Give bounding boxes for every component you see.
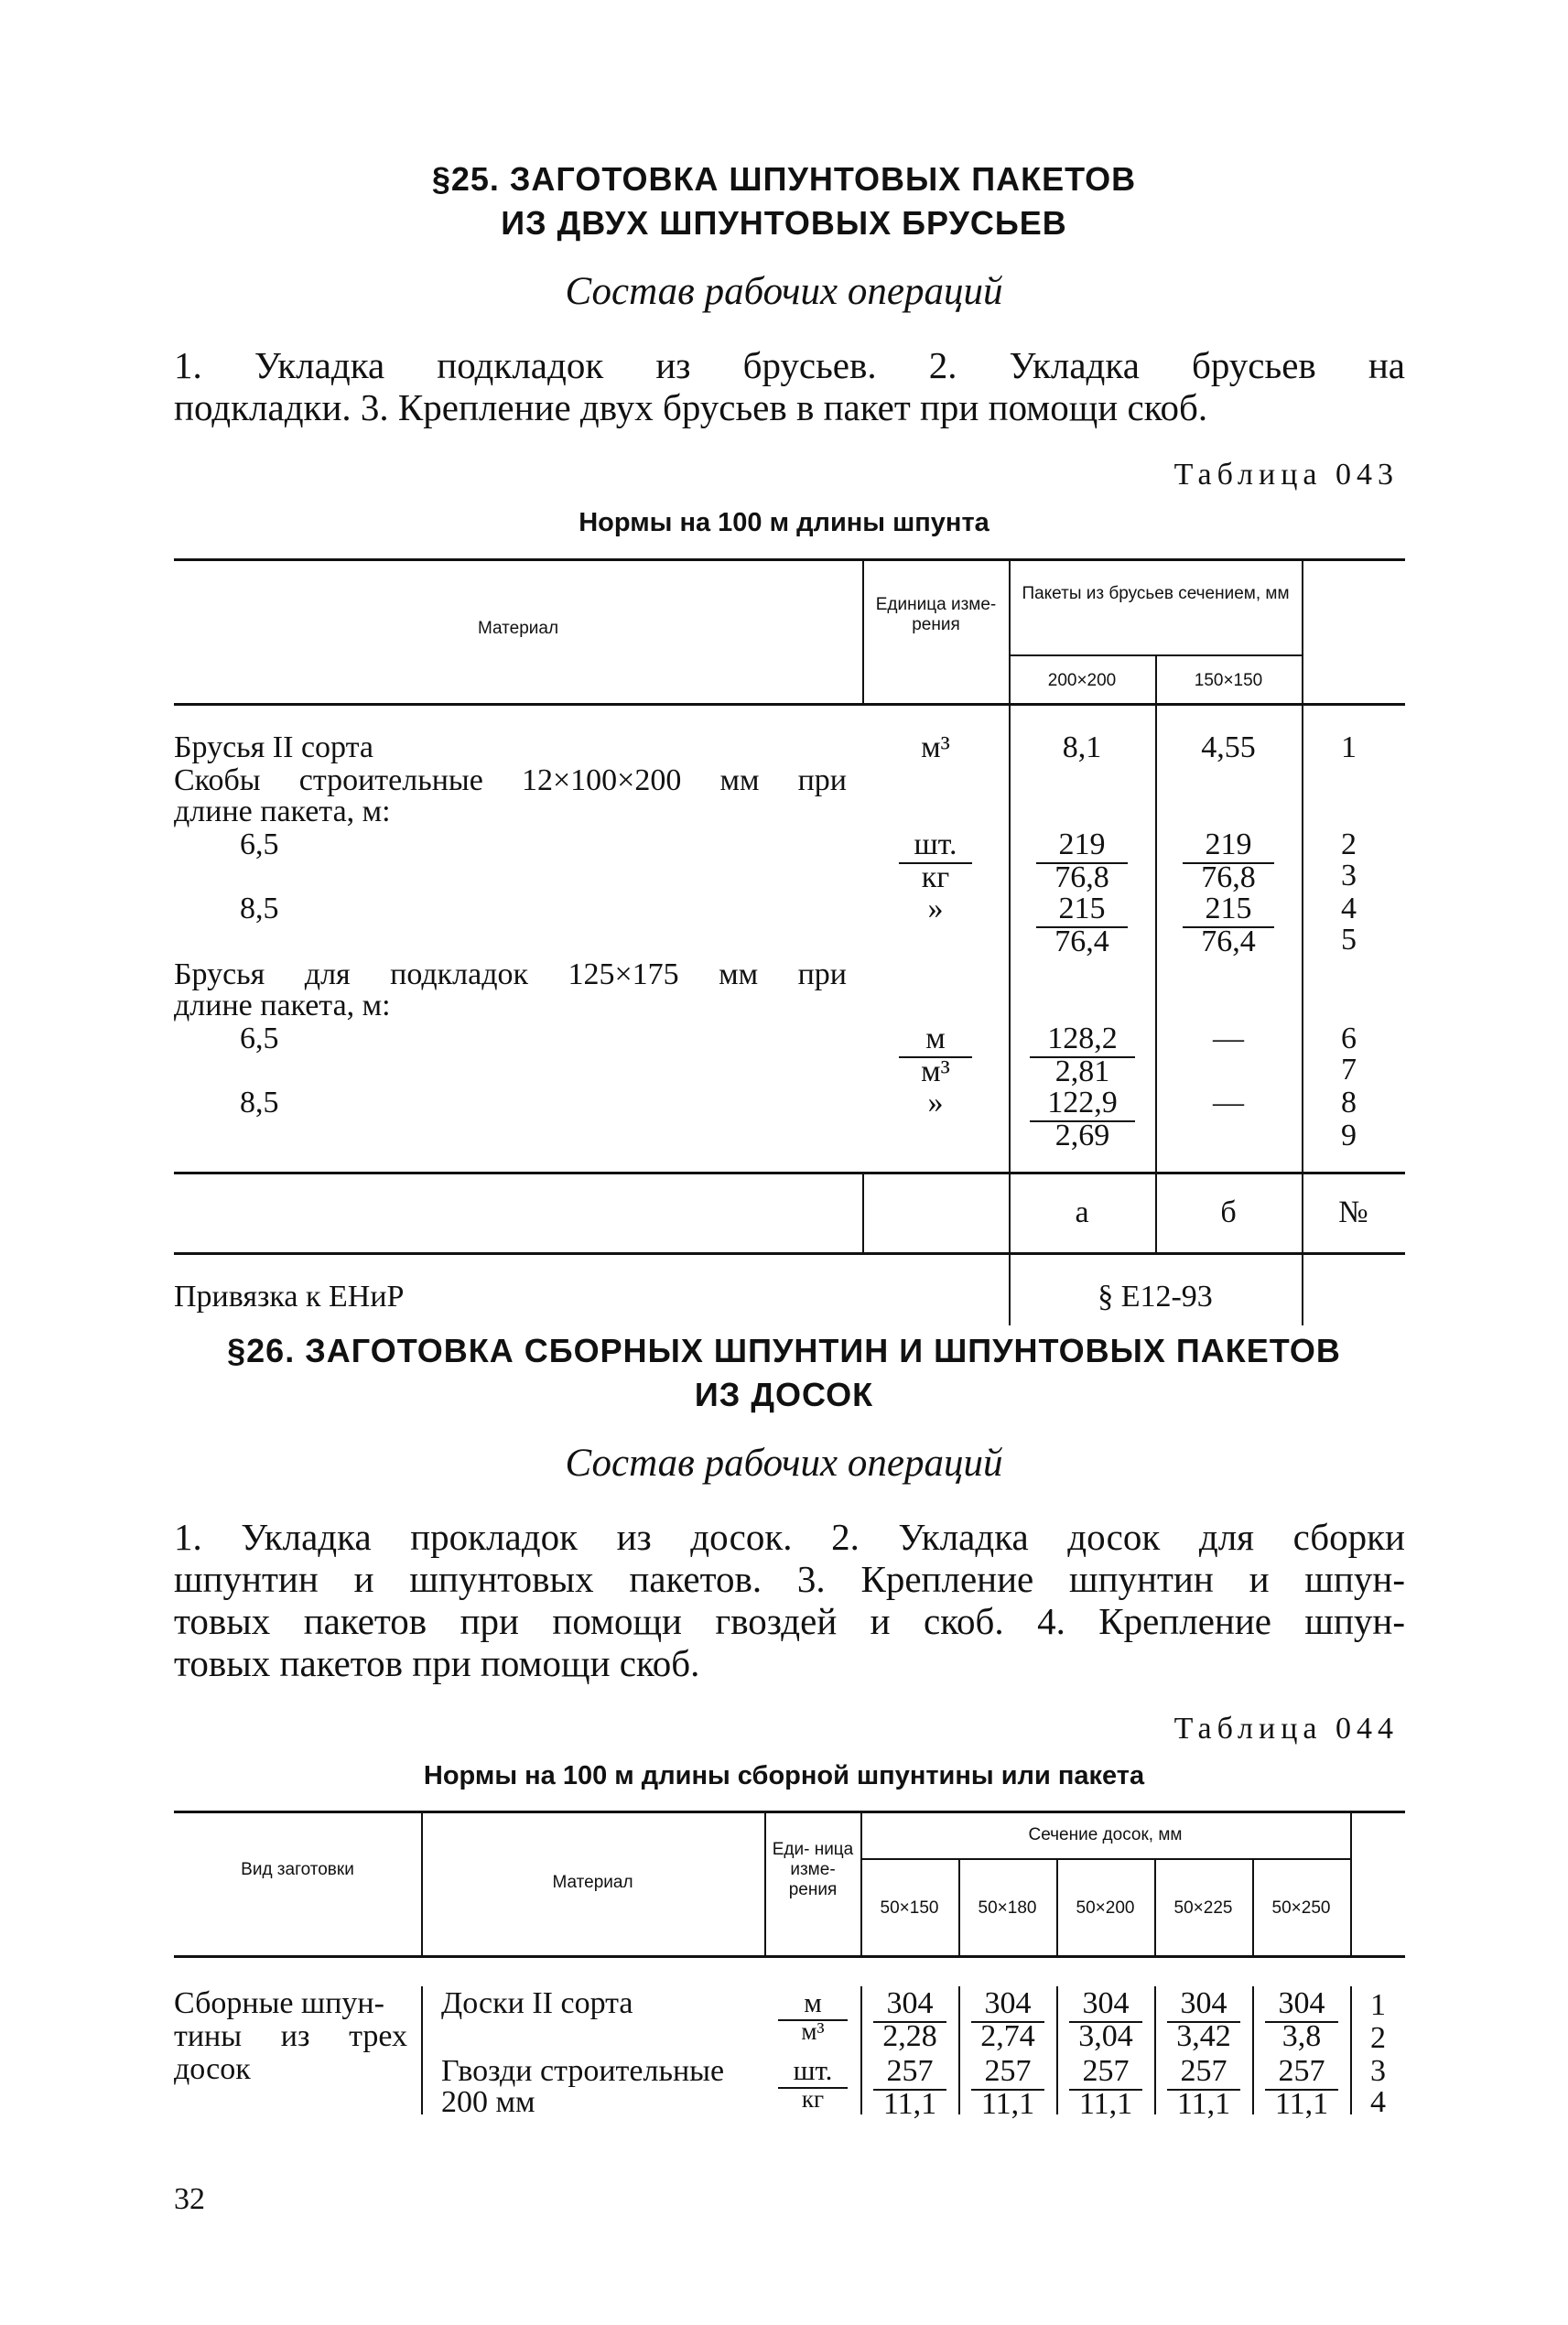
column-letter-a: а — [1075, 1195, 1089, 1229]
table-043-caption: Нормы на 100 м длины шпунта — [579, 508, 989, 537]
row-number: 1 — [1341, 730, 1357, 764]
value-cell: 3,8 — [1281, 2019, 1322, 2053]
header-material: Материал — [477, 619, 559, 638]
row-number: 1 — [1370, 1988, 1386, 2022]
value-cell: — — [1213, 1022, 1244, 1055]
value-cell: 215 — [1058, 892, 1106, 925]
row-number: 3 — [1341, 859, 1357, 892]
value-cell: 219 — [1205, 827, 1252, 861]
value-cell: 76,4 — [1201, 925, 1256, 958]
value-cell: 304 — [886, 1986, 934, 2020]
value-cell: 215 — [1205, 892, 1252, 925]
table-044-caption: Нормы на 100 м длины сборной шпунтины или пакета — [423, 1761, 1145, 1790]
value-cell: 2,69 — [1054, 1119, 1110, 1152]
value-cell: 11,1 — [1274, 2087, 1329, 2121]
material-label: длине пакета, м: — [174, 795, 391, 828]
value-cell: 257 — [1180, 2054, 1227, 2088]
unit-fraction — [899, 1022, 972, 1089]
material-label: Скобы строительные 12×100×200 мм при — [174, 763, 847, 797]
value-fraction — [1167, 2054, 1240, 2122]
value-cell: 128,2 — [1047, 1022, 1118, 1055]
value-cell: 257 — [1278, 2054, 1325, 2088]
row-number: 6 — [1341, 1022, 1357, 1055]
value-fraction — [1265, 2054, 1338, 2122]
section-26-operations-line: 1. Укладка прокладок из досок. 2. Укладка досок для сборки — [174, 1516, 1405, 1558]
unit-cell: шт. — [914, 827, 957, 861]
unit-cell: м³ — [921, 1054, 950, 1088]
column-letter-b: б — [1220, 1195, 1237, 1229]
value-cell: 4,55 — [1201, 730, 1256, 764]
material-label: Гвозди строительные — [441, 2054, 725, 2088]
unit-cell: м — [925, 1022, 946, 1055]
header-size: 50×200 — [1076, 1898, 1135, 1918]
value-fraction — [1167, 1986, 1240, 2054]
section-25-operations-line: 1. Укладка подкладок из брусьев. 2. Укладка брусьев на — [174, 344, 1405, 386]
header-size: 50×150 — [880, 1898, 939, 1918]
unit-cell: » — [927, 892, 944, 925]
section-26-operations-line: шпунтин и шпунтовых пакетов. 3. Крепление шпунтин и шпун- — [174, 1558, 1405, 1600]
section-26-operations-line: товых пакетов при помощи скоб. — [174, 1642, 700, 1684]
value-fraction — [1036, 827, 1128, 895]
header-size: 50×250 — [1271, 1898, 1331, 1918]
material-label: Брусья для подкладок 125×175 мм при — [174, 957, 847, 991]
value-fraction — [971, 2054, 1044, 2122]
section-26-subtitle: Состав рабочих операций — [565, 1442, 1003, 1485]
value-cell: 3,04 — [1078, 2019, 1133, 2053]
header-size: 50×225 — [1173, 1898, 1233, 1918]
value-cell: 11,1 — [1078, 2087, 1133, 2121]
row-number: 8 — [1341, 1086, 1357, 1119]
material-label: 6,5 — [240, 827, 279, 861]
value-cell: 219 — [1058, 827, 1106, 861]
value-cell: 11,1 — [1176, 2087, 1231, 2121]
value-cell: 2,74 — [980, 2019, 1035, 2053]
value-cell: 76,8 — [1201, 860, 1256, 894]
value-fraction — [873, 2054, 946, 2122]
material-label: 8,5 — [240, 1086, 279, 1119]
value-cell: 257 — [984, 2054, 1032, 2088]
unit-cell: м — [804, 1986, 822, 2018]
row-number: 2 — [1370, 2021, 1386, 2055]
header-200x200: 200×200 — [1047, 671, 1117, 690]
value-cell: 8,1 — [1062, 730, 1102, 764]
value-cell: 304 — [1278, 1986, 1325, 2020]
header-unit: Единица изме- рения — [875, 595, 997, 634]
value-cell: — — [1213, 1086, 1244, 1119]
value-fraction — [1265, 1986, 1338, 2054]
section-25-subtitle: Состав рабочих операций — [565, 270, 1003, 313]
value-cell: 2,81 — [1054, 1054, 1110, 1088]
section-25-title-line1: §25. ЗАГОТОВКА ШПУНТОВЫХ ПАКЕТОВ — [431, 160, 1137, 198]
kind-label: тины из трех — [174, 2019, 407, 2053]
unit-fraction — [778, 1986, 848, 2046]
section-25-operations-line: подкладки. 3. Крепление двух брусьев в пакет при помощи скоб. — [174, 386, 1208, 428]
header-kind: Вид заготовки — [241, 1860, 354, 1879]
value-cell: 122,9 — [1047, 1086, 1118, 1119]
value-fraction — [1030, 1086, 1135, 1153]
table-043-label: Таблица 043 — [1173, 458, 1399, 492]
value-cell: 304 — [1180, 1986, 1227, 2020]
row-number: 7 — [1341, 1053, 1357, 1087]
header-material: Материал — [552, 1873, 633, 1892]
row-number: 4 — [1370, 2085, 1386, 2119]
section-25-operations — [174, 344, 1405, 428]
row-number: 4 — [1341, 892, 1357, 925]
header-section: Сечение досок, мм — [1028, 1825, 1183, 1844]
page-number: 32 — [174, 2182, 205, 2216]
value-cell: 257 — [886, 2054, 934, 2088]
value-cell: 11,1 — [980, 2087, 1035, 2121]
unit-cell: шт. — [793, 2054, 833, 2086]
section-26-title-line2: ИЗ ДОСОК — [694, 1376, 874, 1413]
section-26-title-line1: §26. ЗАГОТОВКА СБОРНЫХ ШПУНТИН И ШПУНТОВЫХ ПАКЕТОВ — [227, 1332, 1341, 1369]
unit-cell: » — [927, 1086, 944, 1119]
value-fraction — [1030, 1022, 1135, 1089]
header-size: 50×180 — [978, 1898, 1037, 1918]
unit-cell: кг — [921, 860, 950, 894]
table-044-label: Таблица 044 — [1173, 1712, 1399, 1746]
value-cell: 76,8 — [1054, 860, 1109, 894]
section-26-operations — [174, 1516, 1405, 1684]
material-label: Брусья II сорта — [174, 730, 373, 764]
value-cell: 2,28 — [882, 2019, 937, 2053]
value-cell: 304 — [984, 1986, 1032, 2020]
value-fraction — [1183, 892, 1274, 959]
kind-label: Сборные шпун- — [174, 1986, 384, 2020]
unit-fraction — [778, 2054, 848, 2114]
header-packs: Пакеты из брусьев сечением, мм — [1022, 584, 1290, 603]
row-number: 2 — [1341, 827, 1357, 861]
value-fraction — [873, 1986, 946, 2054]
unit-fraction — [899, 827, 972, 895]
row-number: 5 — [1341, 923, 1357, 957]
value-fraction — [1036, 892, 1128, 959]
value-cell: 3,42 — [1176, 2019, 1231, 2053]
material-label: Доски II сорта — [441, 1986, 633, 2020]
value-fraction — [971, 1986, 1044, 2054]
material-label: 8,5 — [240, 892, 279, 925]
unit-cell: кг — [801, 2085, 825, 2113]
unit-cell: м³ — [801, 2017, 825, 2045]
value-cell: 304 — [1082, 1986, 1130, 2020]
material-label: длине пакета, м: — [174, 989, 391, 1022]
row-number: 9 — [1341, 1119, 1357, 1152]
column-number-sign: № — [1338, 1195, 1368, 1229]
value-fraction — [1183, 827, 1274, 895]
section-26-operations-line: товых пакетов при помощи гвоздей и скоб. 4. Крепление шпун- — [174, 1600, 1405, 1642]
value-cell: 11,1 — [882, 2087, 937, 2121]
value-cell: 76,4 — [1054, 925, 1109, 958]
kind-label: досок — [174, 2052, 251, 2086]
material-label: 200 мм — [441, 2085, 535, 2119]
enir-reference-value: § Е12-93 — [1098, 1280, 1213, 1314]
enir-reference-label: Привязка к ЕНиР — [174, 1280, 405, 1314]
header-150x150: 150×150 — [1194, 671, 1263, 690]
unit-cell: м³ — [921, 730, 950, 764]
material-label: 6,5 — [240, 1022, 279, 1055]
value-fraction — [1069, 2054, 1142, 2122]
header-unit: Еди- ница изме- рения — [772, 1840, 854, 1899]
value-cell: 257 — [1082, 2054, 1130, 2088]
value-fraction — [1069, 1986, 1142, 2054]
row-number: 3 — [1370, 2054, 1386, 2088]
section-25-title-line2: ИЗ ДВУХ ШПУНТОВЫХ БРУСЬЕВ — [501, 204, 1067, 242]
